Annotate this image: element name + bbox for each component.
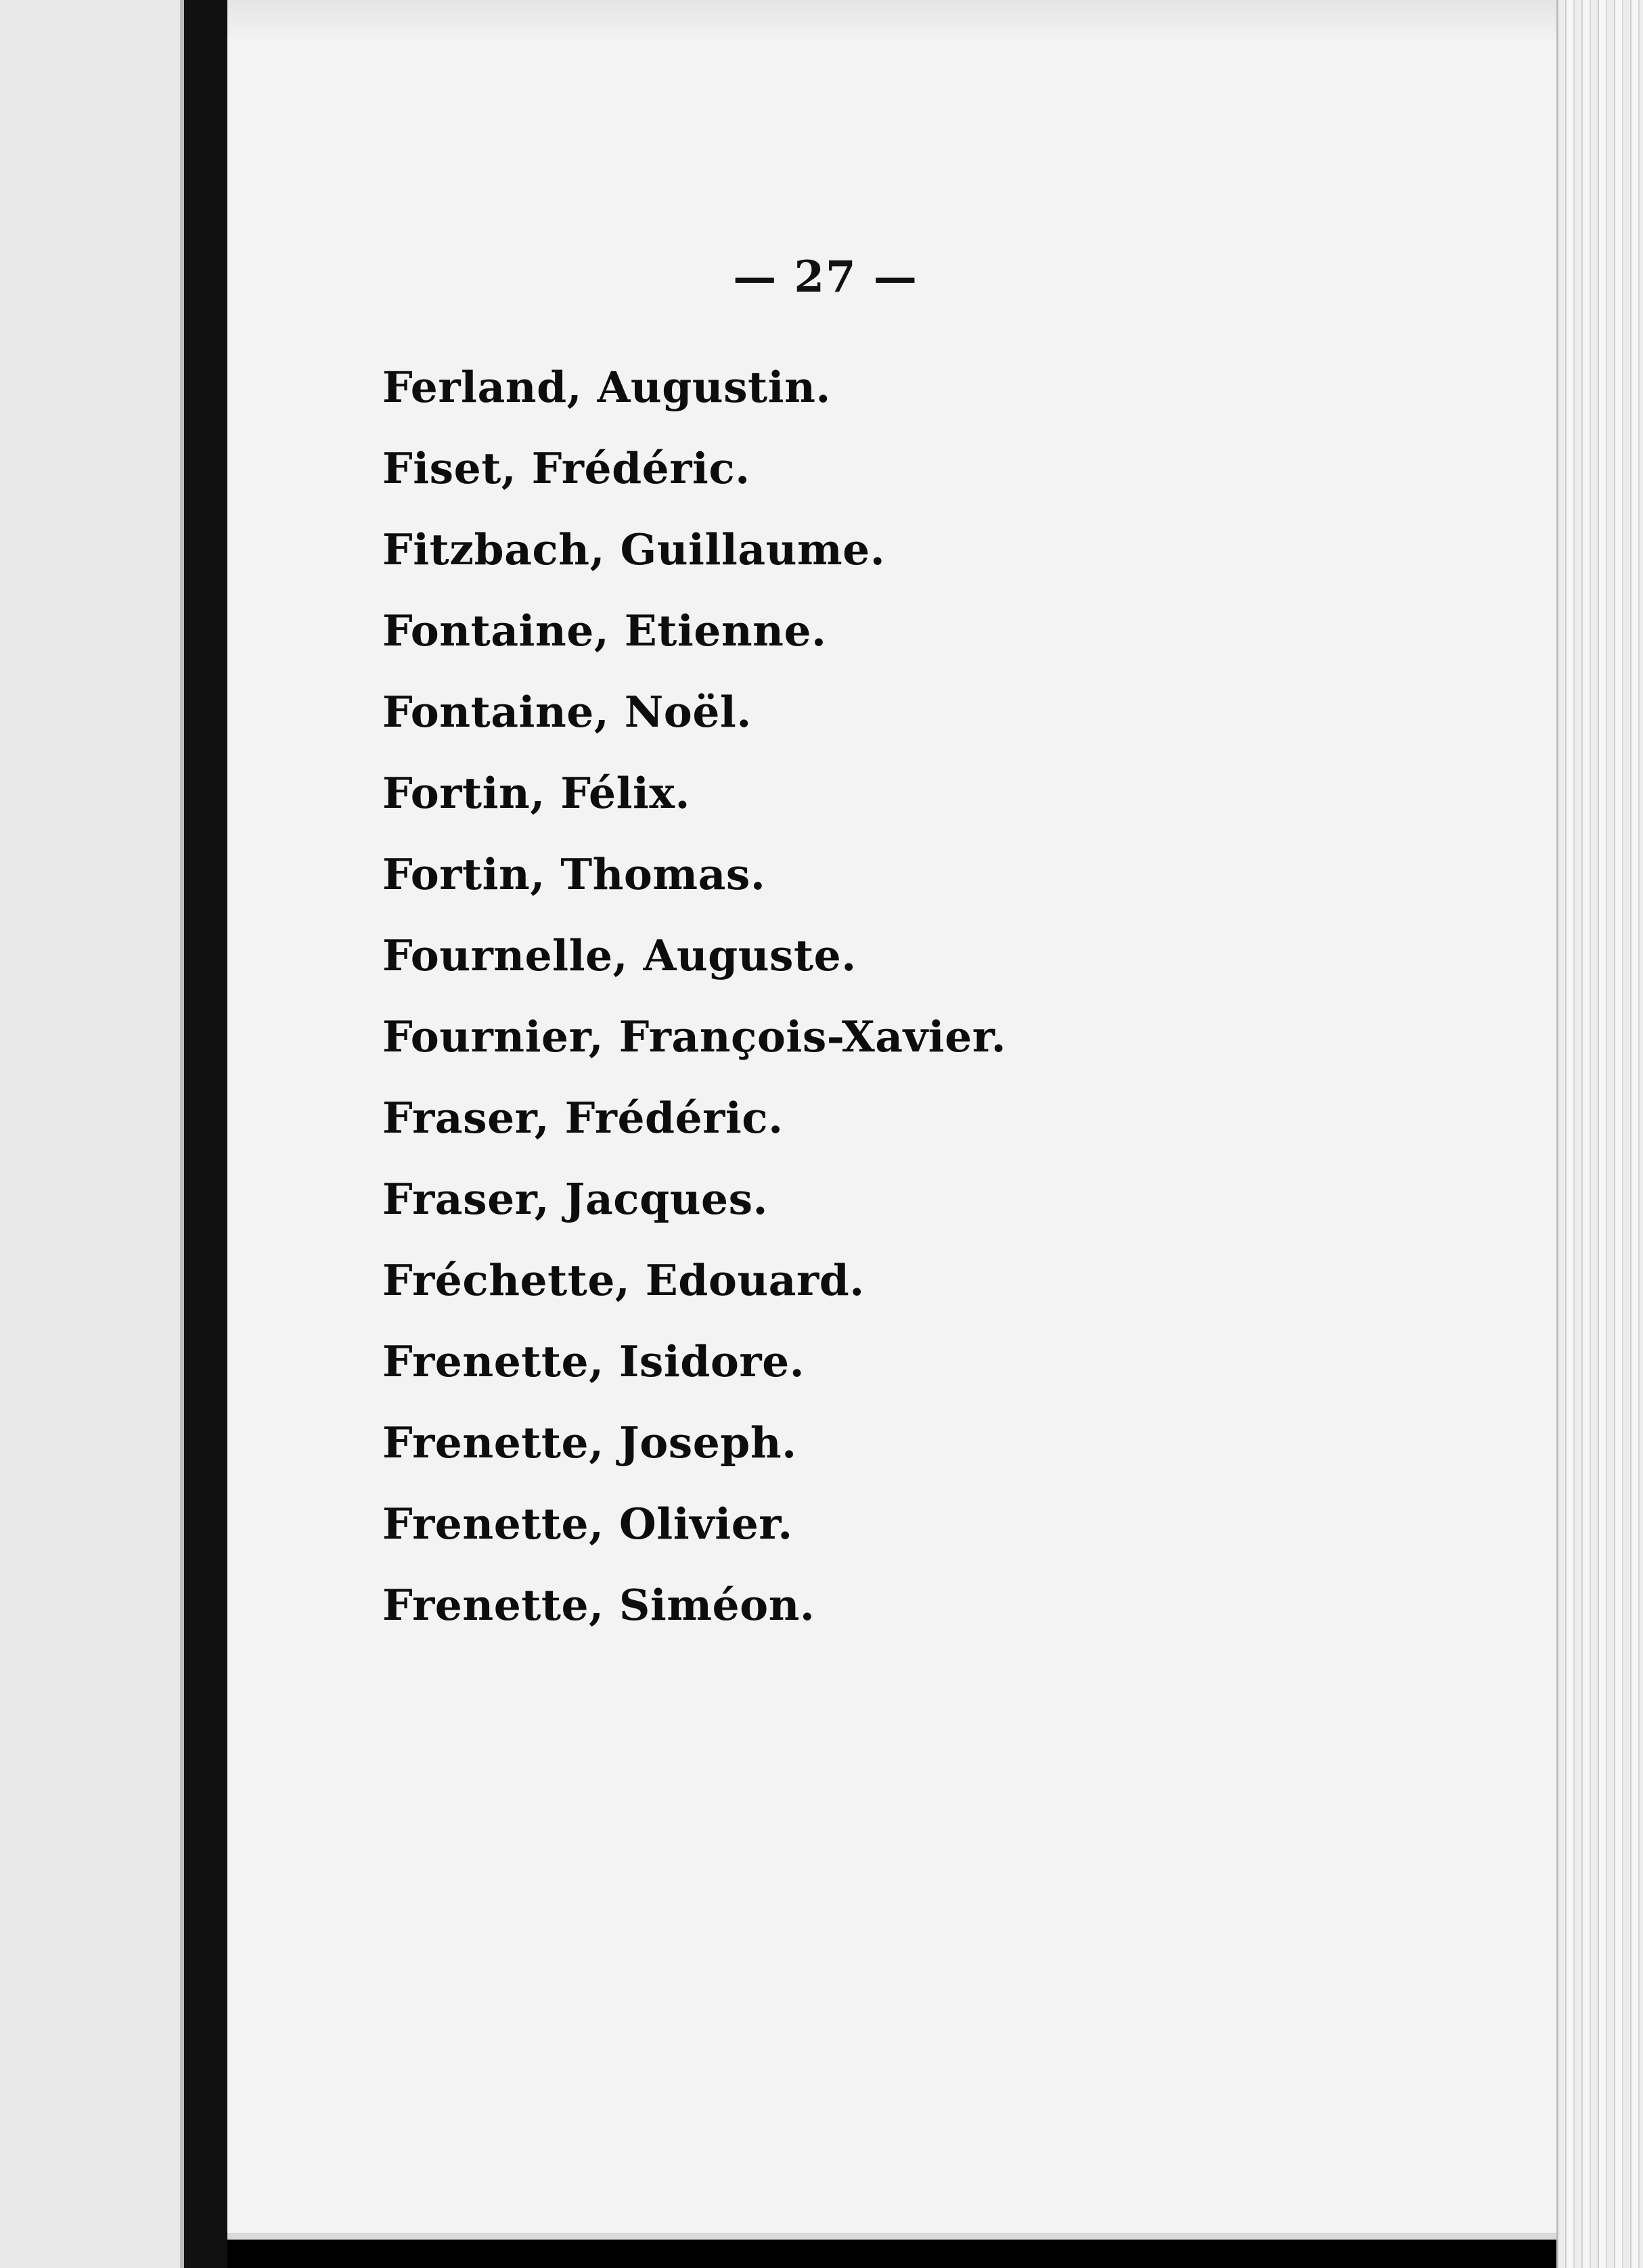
list-item: Ferland, Augustin. xyxy=(382,362,831,412)
name-list xyxy=(382,346,1006,1646)
book-spine xyxy=(184,0,227,2268)
list-item: Fraser, Frédéric. xyxy=(382,1093,784,1143)
list-item: Fortin, Félix. xyxy=(382,768,690,818)
list-item: Frenette, Isidore. xyxy=(382,1336,805,1386)
list-item: Fontaine, Noël. xyxy=(382,687,752,737)
page-edges xyxy=(1556,0,1643,2268)
list-item: Frenette, Olivier. xyxy=(382,1499,793,1549)
list-item: Fournelle, Auguste. xyxy=(382,930,857,980)
page-number: — 27 — xyxy=(733,252,918,302)
list-item: Fitzbach, Guillaume. xyxy=(382,524,886,574)
list-item: Fréchette, Edouard. xyxy=(382,1255,865,1305)
list-item: Fournier, François-Xavier. xyxy=(382,1012,1007,1062)
list-item: Fontaine, Etienne. xyxy=(382,606,827,656)
facing-page xyxy=(0,0,184,2268)
list-item: Fraser, Jacques. xyxy=(382,1174,768,1224)
list-item: Frenette, Joseph. xyxy=(382,1418,797,1468)
list-item: Fiset, Frédéric. xyxy=(382,443,750,493)
list-item: Fortin, Thomas. xyxy=(382,849,766,899)
list-item: Frenette, Siméon. xyxy=(382,1580,815,1630)
page-top-shadow xyxy=(227,0,1579,41)
